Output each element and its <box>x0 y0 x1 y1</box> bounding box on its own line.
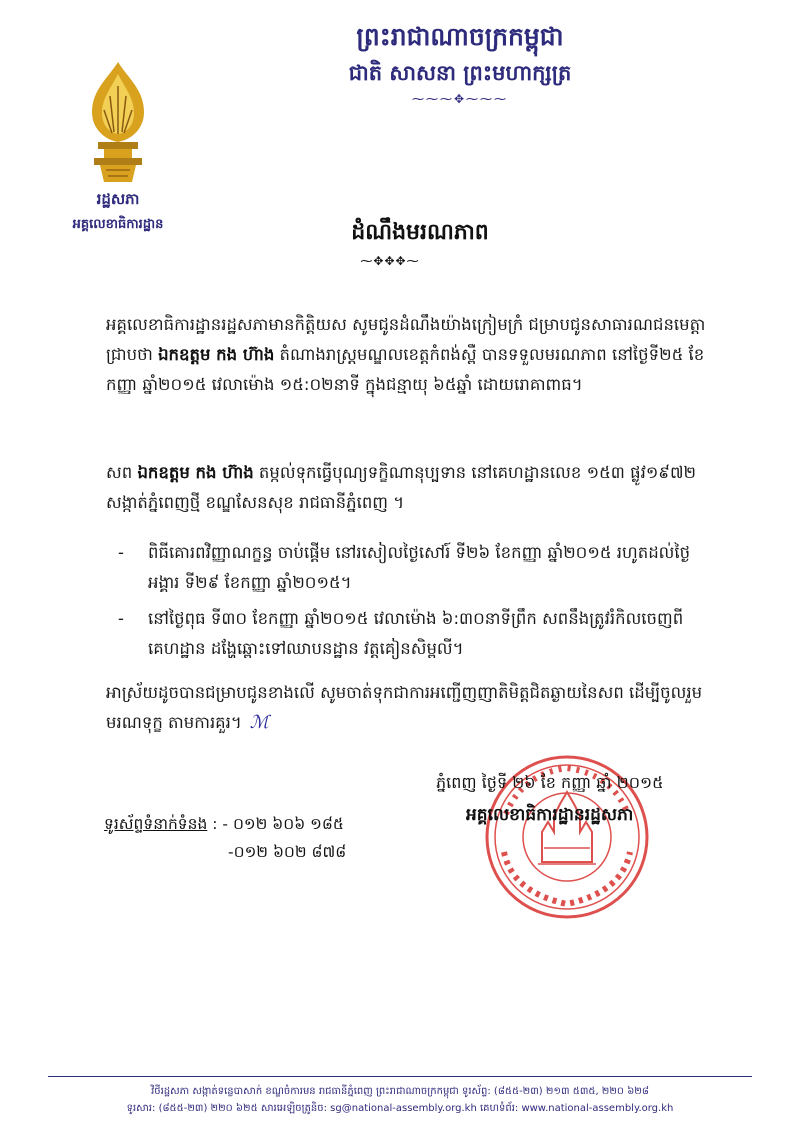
header-ornament: ⁓⁓⁓✥⁓⁓⁓ <box>411 92 509 106</box>
paragraph-1-rest: តំណាងរាស្ត្រមណ្ឌលខេត្តកំពង់ស្ពឺ បានទទួលមរណភាព នៅថ្ងៃទី២៥ ខែកញ្ញា ឆ្នាំ២០១៥ វេលាម៉ោង ១៥:០២នាទី ក្នុងជន្មាយុ ៦៥ឆ្នាំ ដោយរោគាពាធ។ <box>106 345 705 394</box>
list-item <box>118 538 718 598</box>
ceremony-schedule-list <box>118 538 718 670</box>
national-motto: ជាតិ សាសនា ព្រះមហាក្សត្រ <box>348 61 572 85</box>
emblem-base <box>94 142 142 182</box>
footer-divider <box>48 1076 752 1077</box>
paragraph-1-lead: អគ្គលេខាធិការដ្ឋានរដ្ឋសភាមានកិត្តិយស សូមជូនដំណឹងយ៉ាងក្រៀមក្រំ ជម្រាបជូនសាធារណជនមេត្តាជ្រាបថា <box>106 315 706 364</box>
footer-website-link[interactable]: www.national-assembly.org.kh <box>521 1103 674 1114</box>
title-ornament: ⁓✥✥✥⁓ <box>360 254 420 268</box>
bullet-marker: - <box>118 609 124 628</box>
institution-department: អគ្គលេខាធិការដ្ឋាន <box>72 217 164 232</box>
footer-email-link[interactable]: sg@national-assembly.org.kh <box>330 1103 477 1114</box>
footer-contact <box>48 1101 752 1116</box>
document-title: ដំណឹងមរណភាព <box>351 220 489 245</box>
list-item-text: ពិធីគោរពវិញ្ញាណក្ខន្ធ ចាប់ផ្ដើម នៅរសៀលថ្ងៃសៅរ៍ ទី២៦ ខែកញ្ញា ឆ្នាំ២០១៥ រហូតដល់ថ្ងៃអង្គារ ទី២៩ ខែកញ្ញា ឆ្នាំ២០១៥។ <box>148 543 691 592</box>
contact-phone-2: -០១២ ៦០២ ៨៧៨ <box>228 843 347 861</box>
contact-phone-line <box>104 814 344 837</box>
signatory-title: អគ្គលេខាធិការដ្ឋានរដ្ឋសភា <box>466 805 634 825</box>
footer-website-label: គេហទំព័រ: <box>476 1103 522 1114</box>
list-item <box>118 604 718 664</box>
contact-phone-1: - ០១២ ៦០៦ ១៨៥ <box>222 815 344 833</box>
paragraph-2-lead: សព <box>106 463 138 482</box>
announcement-paragraph <box>106 310 718 400</box>
footer-fax: ទូរសារ: (៨៥៥-២៣) ២២០ ៦២៥ សារអេឡិចត្រូនិច: <box>126 1103 331 1114</box>
kingdom-title: ព្រះរាជាណាចក្រកម្ពុជា <box>356 22 564 51</box>
footer-address: វិថីរដ្ឋសភា សង្កាត់ទន្លេបាសាក់ ខណ្ឌចំការមន រាជធានីភ្នំពេញ ព្រះរាជាណាចក្រកម្ពុជា ទូរស័ព្ទ: (៨៥៥-២៣) ២១៣ ៥៣៥, ២២០ ៦២៨ <box>151 1086 649 1097</box>
closing-text: អាស្រ័យដូចបានជម្រាបជូនខាងលើ សូមចាត់ទុកជាការអញ្ជើញញាតិមិត្តជិតឆ្ងាយនៃសព ដើម្បីចូលរួមមរណទុក្ខ តាមការគួរ។ <box>106 683 703 732</box>
bullet-marker: - <box>118 543 124 562</box>
institution-name: រដ្ឋសភា <box>96 190 140 208</box>
contact-separator: : <box>212 815 218 833</box>
national-assembly-emblem <box>80 60 156 185</box>
contact-label: ទូរស័ព្ទទំនាក់ទំនង <box>104 815 208 833</box>
deceased-name: ឯកឧត្តម កង ហ៊ាង <box>158 345 275 364</box>
handwritten-initial: ℳ <box>249 712 270 733</box>
list-item-text: នៅថ្ងៃពុធ ទី៣០ ខែកញ្ញា ឆ្នាំ២០១៥ វេលាម៉ោង ៦:៣០នាទីព្រឹក សពនឹងត្រូវរំកិលចេញពីគេហដ្ឋាន ដង្ហែឆ្ពោះទៅឈាបនដ្ឋាន វត្តគៀនសិម្ពលី។ <box>148 609 684 658</box>
emblem-flame <box>92 62 144 142</box>
funeral-location-paragraph <box>106 458 718 518</box>
closing-paragraph <box>106 678 718 738</box>
signing-date: ភ្នំពេញ ថ្ងៃទី ២៦ ខែ កញ្ញា ឆ្នាំ ២០១៥ <box>436 773 664 792</box>
deceased-name-2: ឯកឧត្តម កង ហ៊ាង <box>137 463 254 482</box>
paragraph-2-rest: តម្កល់ទុកធ្វើបុណ្យទក្ខិណានុប្បទាន នៅគេហដ្ឋានលេខ ១៥៣ ផ្លូវ១៩៧២ សង្កាត់ភ្នំពេញថ្មី ខណ្ឌសែនសុខ រាជធានីភ្នំពេញ ។ <box>106 463 697 512</box>
